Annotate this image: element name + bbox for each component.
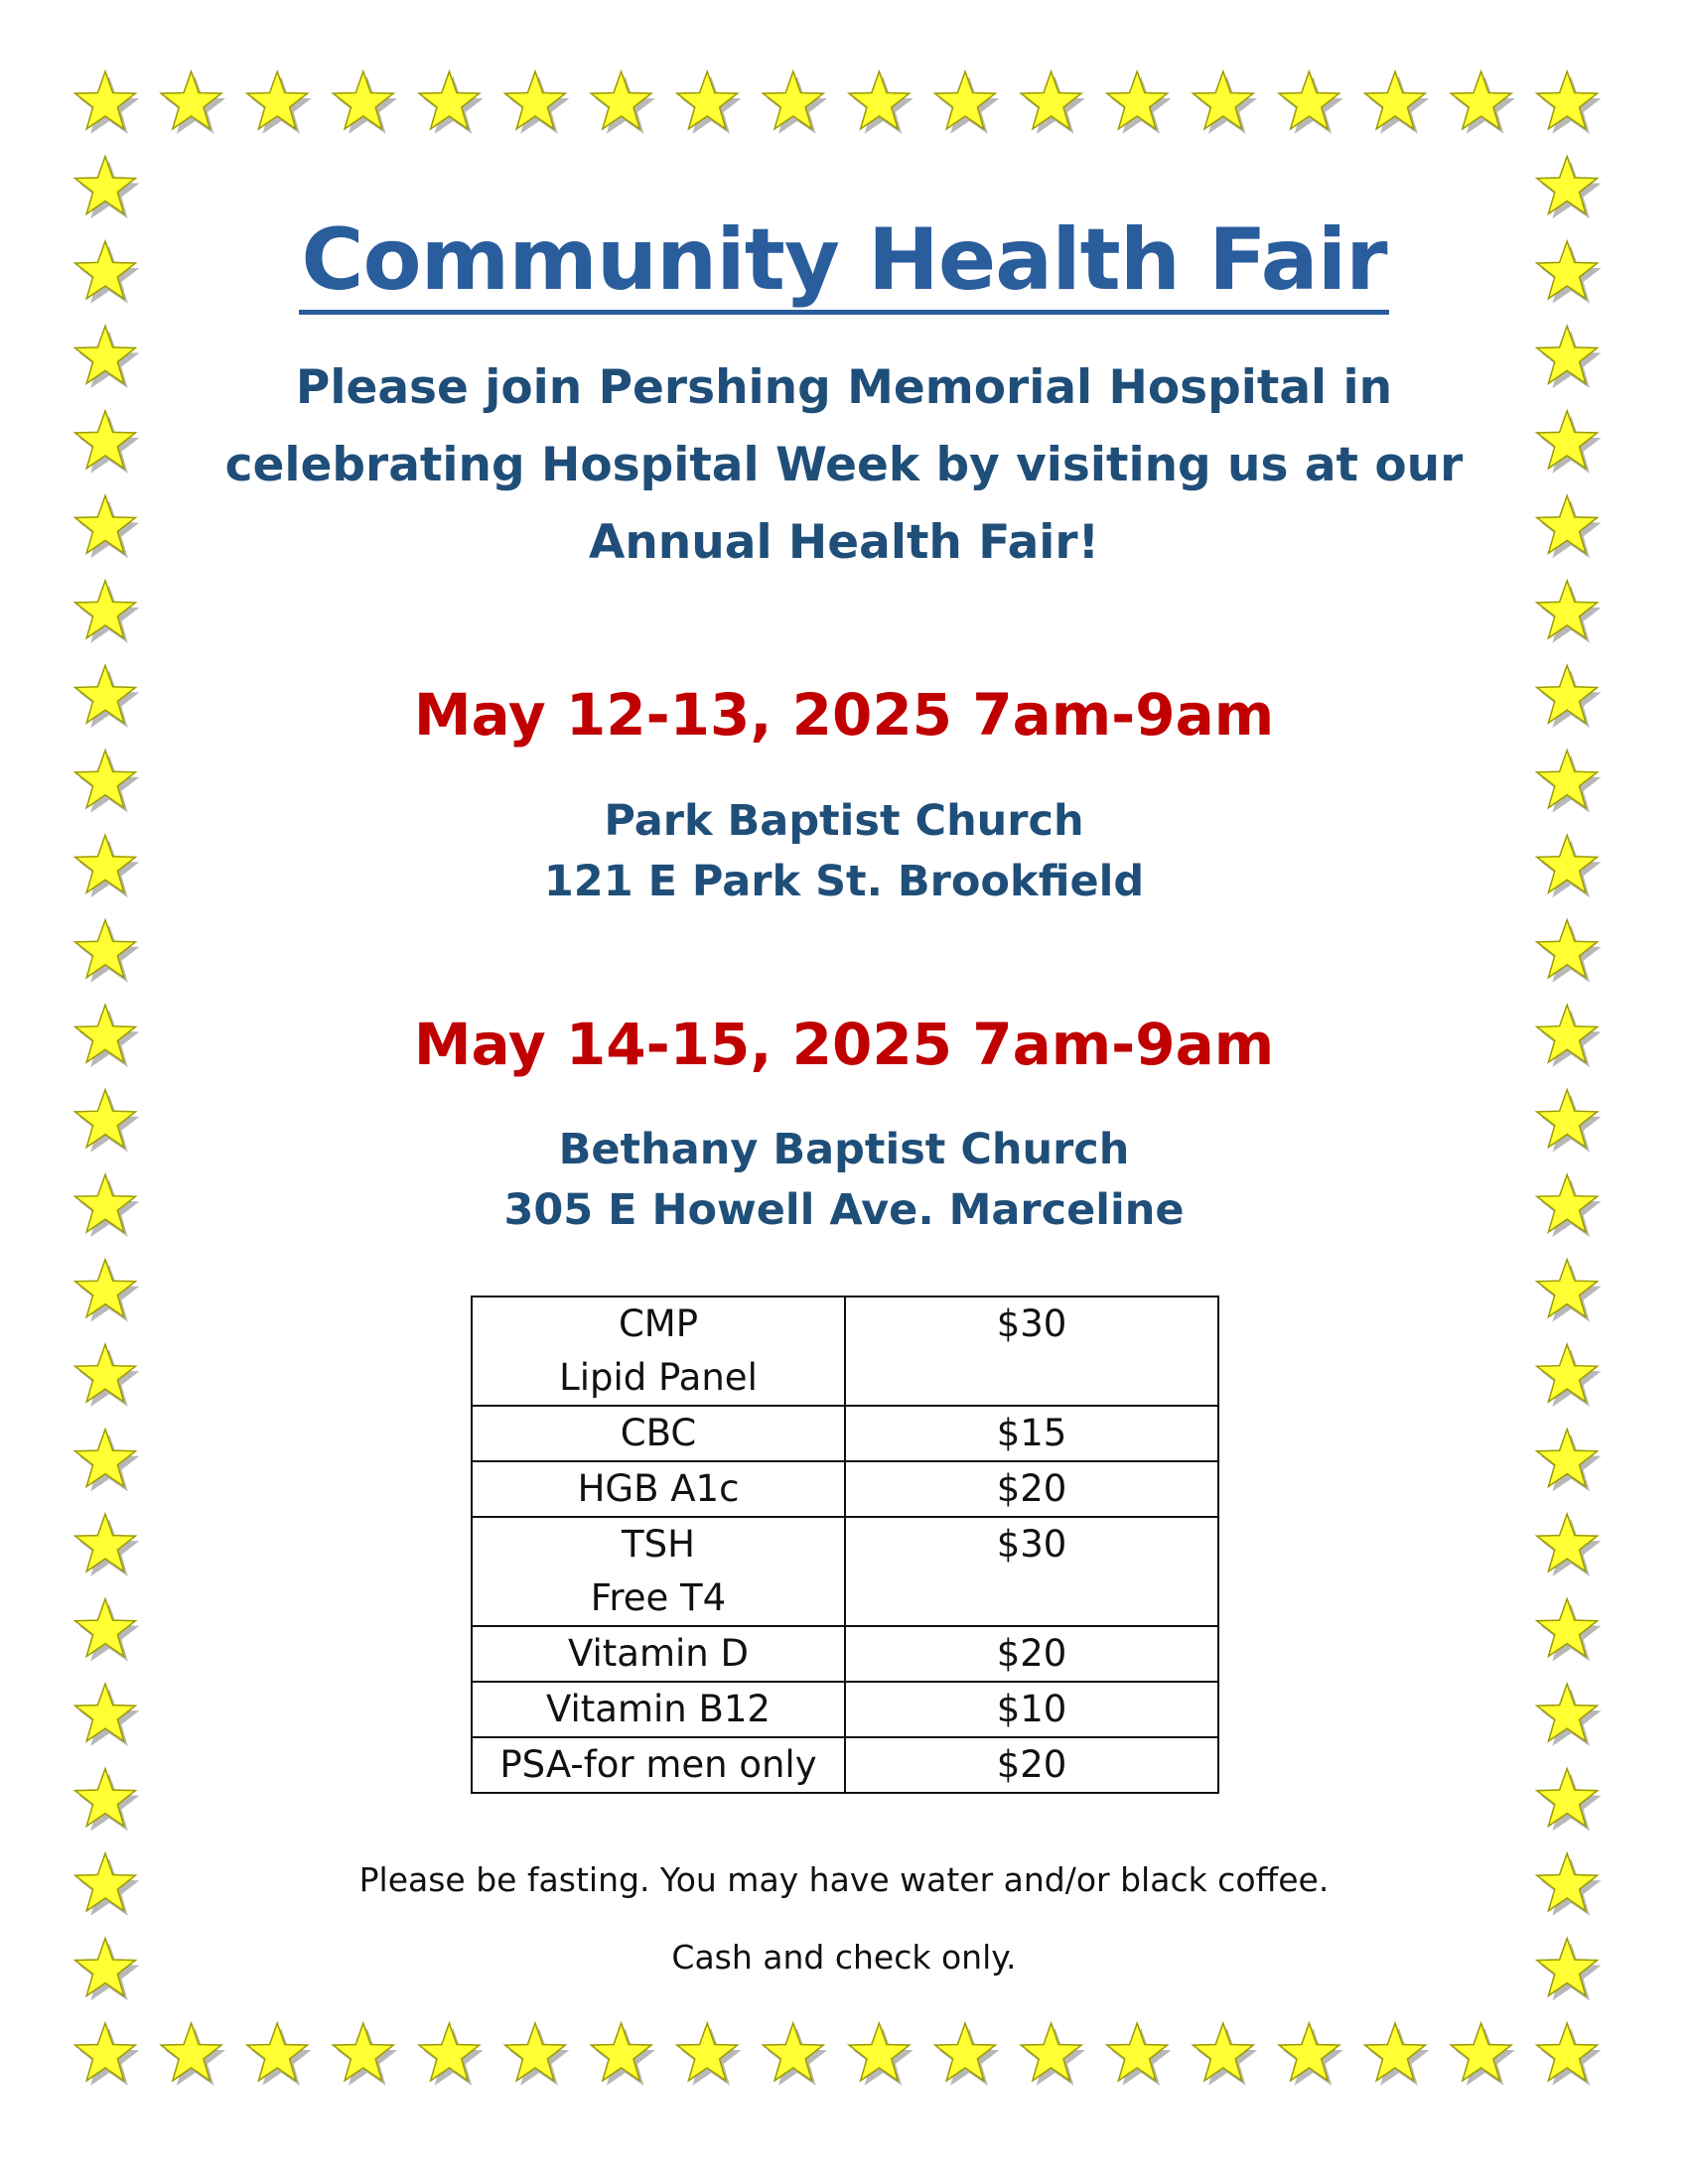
intro-line: Please join Pershing Memorial Hospital in [295,360,1393,415]
venue-name: Park Baptist Church [604,796,1084,846]
table-row [472,1461,1218,1517]
test-name-cell [472,1626,845,1682]
venue-address: 305 E Howell Ave. Marceline [503,1185,1185,1235]
venue-name: Bethany Baptist Church [558,1125,1130,1174]
event-venue-1 [0,791,1688,912]
intro-line: celebrating Hospital Week by visiting us at our [224,438,1464,492]
intro-line: Annual Health Fair! [588,515,1100,570]
test-price-cell: $20 [845,1737,1218,1793]
test-name-cell [472,1461,845,1517]
test-name-cell [472,1737,845,1793]
test-price-cell: $20 [845,1626,1218,1682]
test-name-cell [472,1406,845,1461]
test-name-cell [472,1682,845,1737]
test-price-cell: $30 [845,1297,1218,1406]
test-name: CMP [618,1302,699,1345]
test-name: TSH [622,1523,695,1566]
test-name: Vitamin B12 [546,1688,771,1730]
test-name: CBC [620,1412,697,1454]
fasting-note: Please be fasting. You may have water and/or black coffee. [358,1860,1330,1899]
price-table [471,1296,1219,1794]
table-row [472,1517,1218,1626]
table-row [472,1297,1218,1406]
test-price-cell: $30 [845,1517,1218,1626]
test-name: HGB A1c [577,1467,740,1510]
table-row [472,1626,1218,1682]
event-venue-2 [0,1120,1688,1241]
venue-address: 121 E Park St. Brookfield [543,857,1145,906]
event-date-1: May 12-13, 2025 7am-9am [413,681,1275,749]
test-name: Vitamin D [568,1632,749,1675]
table-row [472,1406,1218,1461]
test-name-cell [472,1517,845,1626]
test-price-cell: $10 [845,1682,1218,1737]
test-name: PSA-for men only [499,1743,817,1786]
test-name-cell [472,1297,845,1406]
table-row [472,1682,1218,1737]
intro-text [0,349,1688,582]
payment-note: Cash and check only. [671,1938,1017,1977]
table-row [472,1737,1218,1793]
title-text: Community Health Fair [299,212,1388,315]
test-name: Free T4 [590,1576,727,1619]
event-date-2: May 14-15, 2025 7am-9am [413,1011,1275,1078]
test-name: Lipid Panel [559,1356,758,1399]
test-price-cell: $15 [845,1406,1218,1461]
test-price-cell: $20 [845,1461,1218,1517]
page-title [0,210,1688,315]
